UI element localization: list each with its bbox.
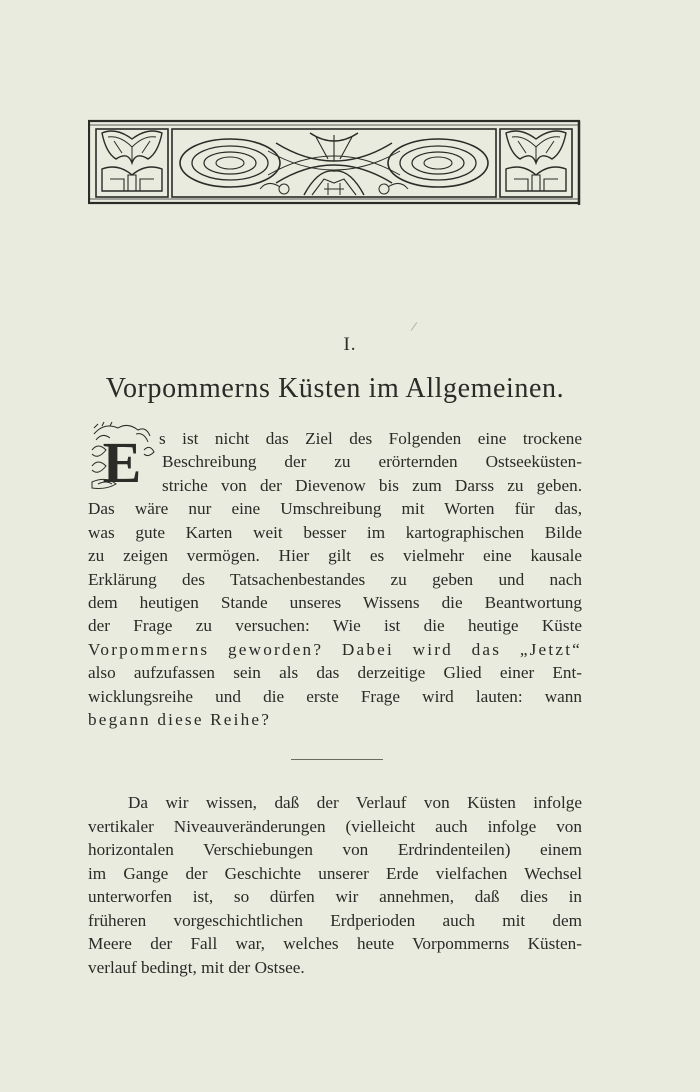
chapter-number: I. [343,334,357,355]
initial-letter: E [102,430,142,494]
text-line: begann diese Reihe? [88,710,272,729]
text-line: also aufzufassen sein als das derzeitige Glied einer Ent- [88,663,582,682]
paper-mark [411,322,418,331]
text-line: unterworfen ist, so dürfen wir annehmen, daß dies in [88,887,582,906]
text-line: der Frage zu versuchen: Wie ist die heutige Küste [88,616,582,635]
text-line: Das wäre nur eine Umschreibung mit Worten für das, [88,499,582,518]
text-line: zu zeigen vermögen. Hier gilt es vielmehr eine kausale [88,546,582,565]
text-line: s ist nicht das Ziel des Folgenden eine trockene [159,429,582,448]
ornamental-header-band [88,119,582,207]
text-line: im Gange der Geschichte unserer Erde vielfachen Wechsel [88,864,582,883]
text-line: Erklärung des Tatsachenbestandes zu geben und nach [88,570,582,589]
text-line: striche von der Dievenow bis zum Darss zu geben. [162,476,582,495]
text-line: Meere der Fall war, welches heute Vorpommerns Küsten- [88,934,582,953]
text-line: Da wir wissen, daß der Verlauf von Küsten infolge [128,793,582,812]
text-line: vertikaler Niveauveränderungen (vielleicht auch infolge von [88,817,582,836]
decorated-drop-initial [88,420,156,494]
section-divider [291,759,383,760]
text-line: früheren vorgeschichtlichen Erdperioden auch mit dem [88,911,582,930]
chapter-title: Vorpommerns Küsten im Allgemeinen. [105,373,565,404]
text-line: Vorpommerns geworden? Dabei wird das „Jetzt“ [88,640,582,659]
text-line: wicklungsreihe und die erste Frage wird lauten: wann [88,687,582,706]
text-line: verlauf bedingt, mit der Ostsee. [88,958,305,977]
text-line: was gute Karten weit besser im kartographischen Bilde [88,523,582,542]
text-line: horizontalen Verschiebungen von Erdrindenteilen) einem [88,840,582,859]
text-line: Beschreibung der zu erörternden Ostseeküsten- [162,452,582,471]
text-line: dem heutigen Stande unseres Wissens die Beantwortung [88,593,582,612]
